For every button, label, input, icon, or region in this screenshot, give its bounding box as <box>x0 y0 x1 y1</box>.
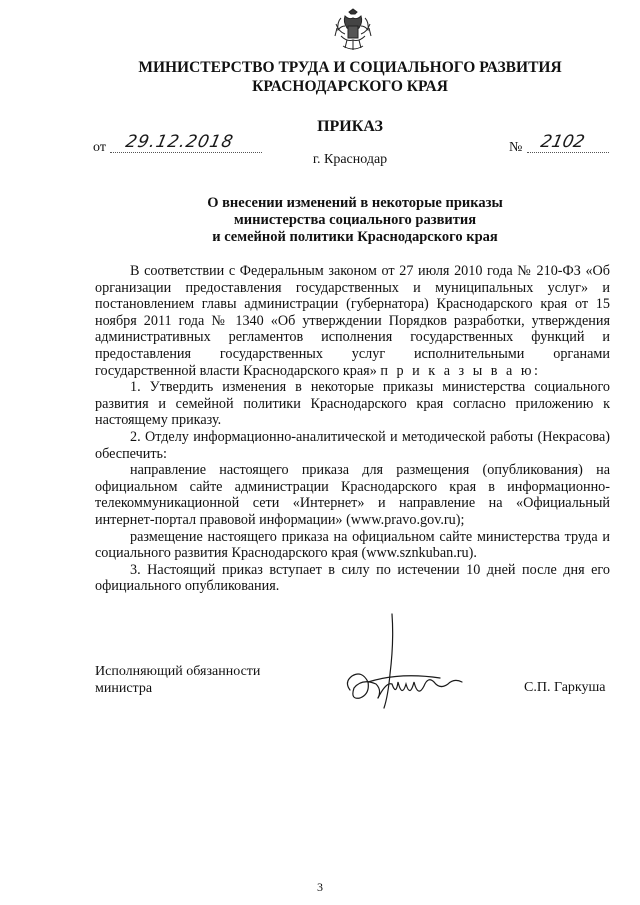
ministry-line-1: МИНИСТЕРСТВО ТРУДА И СОЦИАЛЬНОГО РАЗВИТИЯ <box>138 59 562 76</box>
coat-of-arms-icon <box>333 8 373 52</box>
number-underline <box>527 152 609 153</box>
signatory-name: С.П. Гаркуша <box>524 680 606 695</box>
ministry-line-2: КРАСНОДАРСКОГО КРАЯ <box>252 78 448 95</box>
number-label: № <box>509 140 523 155</box>
document-subject <box>170 195 540 246</box>
subject-line-1: О внесении изменений в некоторые приказы <box>207 195 503 211</box>
ministry-name <box>100 58 600 96</box>
paragraph-item-2a: направление настоящего приказа для размещения (опубликования) на официальном сайте администрации Краснодарского края в информационно-телекоммуникационной сети «Интернет» и направление на «Официальный интернет-портал правовой информации» (www.pravo.gov.ru); <box>95 462 610 528</box>
subject-line-3: и семейной политики Краснодарского края <box>212 229 498 245</box>
signatory-title-line-2: министра <box>95 681 153 696</box>
paragraph-item-3: 3. Настоящий приказ вступает в силу по истечении 10 дней после дня его официального опубликования. <box>95 561 610 595</box>
date-label: от <box>93 140 106 155</box>
signatory-title <box>95 663 260 697</box>
paragraph-item-2: 2. Отделу информационно-аналитической и методической работы (Некрасова) обеспечить: <box>95 428 610 462</box>
subject-line-2: министерства социального развития <box>233 212 477 228</box>
date-underline <box>110 152 262 153</box>
paragraph-item-2b: размещение настоящего приказа на официальном сайте министерства труда и социального развития Краснодарского края (www.sznkuban.ru). <box>95 528 610 562</box>
signatory-title-line-1: Исполняющий обязанности <box>95 664 261 679</box>
handwritten-signature <box>340 612 510 712</box>
city: г. Краснодар <box>312 152 388 167</box>
paragraph-preamble <box>95 263 610 379</box>
paragraph-item-1: 1. Утвердить изменения в некоторые приказы министерства социального развития и семейной политики Краснодарского края согласно приложению к настоящему приказу. <box>95 379 610 429</box>
order-word: п р и к а з ы в а ю: <box>380 362 541 379</box>
document-body <box>95 263 610 595</box>
page-number: 3 <box>317 880 323 894</box>
document-type: ПРИКАЗ <box>317 118 383 135</box>
preamble-text: В соответствии с Федеральным законом от 27 июля 2010 года № 210-ФЗ «Об организации предоставления государственных и муниципальных услуг» и постановлением главы администрации (губернатора) Краснодарского края от 15 ноября 2011 года № 1340 «Об утверждении Порядков разработки, утверждения административных регламентов исполнения государственных функций и предоставления государственных услуг исполнительными органами государственной власти Краснодарского края» <box>95 263 610 379</box>
date-handwritten: 29.12.2018 <box>123 132 236 152</box>
number-handwritten: 2102 <box>538 132 587 152</box>
